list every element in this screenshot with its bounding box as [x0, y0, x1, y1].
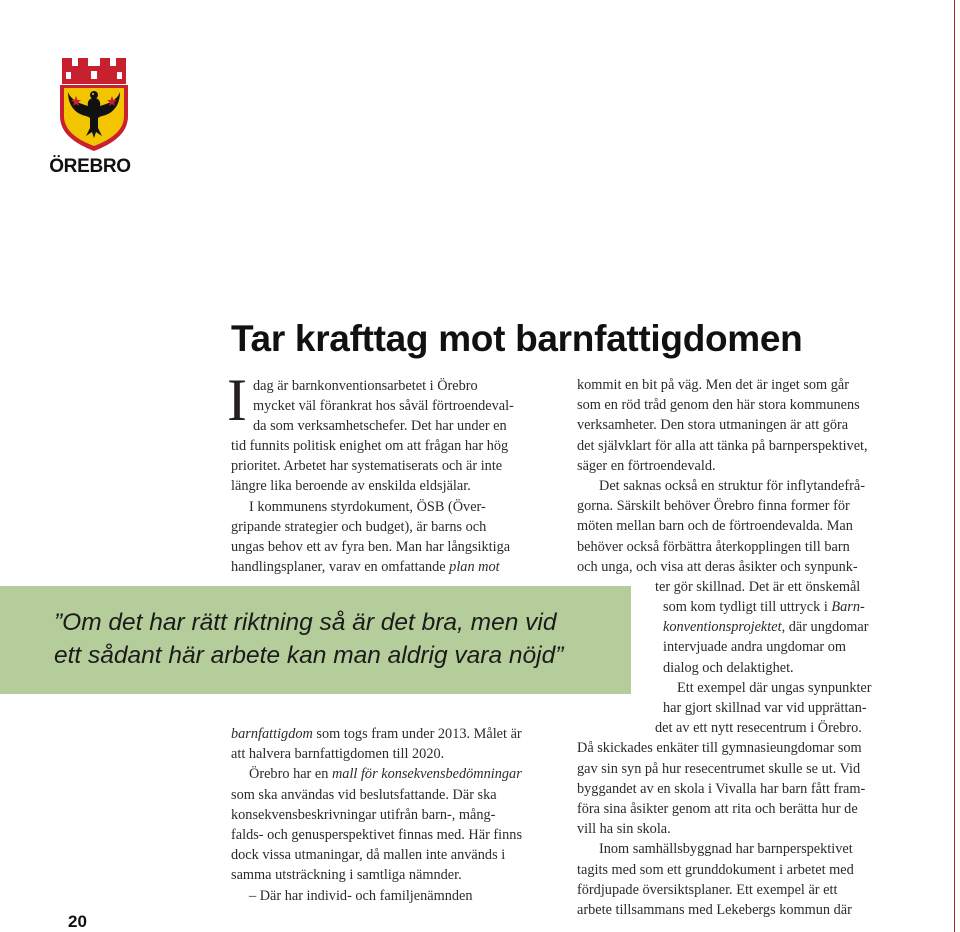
- text-line: [577, 637, 872, 657]
- text-line: [577, 415, 872, 435]
- text-line: [231, 825, 522, 845]
- text-line: [577, 759, 872, 779]
- orebro-coat-of-arms-logo: [56, 58, 132, 152]
- text-run: tagits med som ett grunddokument i arbetet med: [577, 861, 854, 878]
- text-run: som ska användas vid beslutsfattande. Där ska: [231, 786, 497, 803]
- text-line: [577, 375, 872, 395]
- text-line: [577, 698, 872, 718]
- text-run: behöver också förbättra återkopplingen till barn: [577, 538, 850, 555]
- text-line: [231, 865, 522, 885]
- text-run: Det saknas också en struktur för inflytandefrå-: [599, 477, 865, 494]
- text-run: möten mellan barn och de förtroendevalda. Man: [577, 518, 853, 535]
- text-line: [577, 738, 872, 758]
- pull-quote: [54, 606, 624, 672]
- text-line: [231, 744, 522, 764]
- text-line: [231, 537, 510, 557]
- text-line: [577, 496, 872, 516]
- text-line: [577, 456, 872, 476]
- text-line: [231, 886, 522, 906]
- column-1-body: [231, 436, 510, 577]
- text-run: dock vissa utmaningar, då mallen inte används i: [231, 847, 506, 864]
- text-run: ter gör skillnad. Det är ett önskemål: [655, 578, 861, 595]
- text-line: [231, 805, 522, 825]
- text-run: byggandet av en skola i Vivalla har barn fått fram-: [577, 780, 866, 797]
- text-run: dialog och delaktighet.: [663, 659, 794, 676]
- text-run: det självklart för alla att tänka på barnperspektivet,: [577, 437, 868, 454]
- text-run: intervjuade andra ungdomar om: [663, 639, 847, 656]
- text-line: [577, 779, 872, 799]
- text-run: gav sin syn på hur resecentrumet skulle se ut. Vid: [577, 760, 861, 777]
- text-line: [231, 517, 510, 537]
- text-line: [231, 724, 522, 744]
- text-line: [577, 799, 872, 819]
- text-line: [577, 436, 872, 456]
- text-run: samma utsträckning i samtliga nämnder.: [231, 867, 462, 884]
- text-line: [577, 537, 872, 557]
- text-line: [577, 900, 872, 920]
- text-run: att halvera barnfattigdomen till 2020.: [231, 746, 445, 763]
- text-run: gorna. Särskilt behöver Örebro finna former för: [577, 498, 850, 515]
- page-number: 20: [68, 912, 87, 931]
- italic-run: konventionsprojektet: [663, 619, 782, 636]
- text-line: [577, 516, 872, 536]
- text-line: [231, 456, 510, 476]
- text-run: längre lika beroende av enskilda eldsjälar.: [231, 478, 471, 495]
- text-run: Inom samhällsbyggnad har barnperspektivet: [599, 841, 853, 858]
- text-run: Ett exempel där ungas synpunkter: [677, 679, 872, 696]
- text-line: [577, 658, 872, 678]
- pull-quote-line: ”Om det har rätt riktning så är det bra, men vid: [54, 609, 557, 636]
- text-run: fördjupade översiktsplaner. Ett exempel är ett: [577, 881, 838, 898]
- text-run: föra sina åsikter genom att rita och berätta hur de: [577, 800, 858, 817]
- text-run: har gjort skillnad var vid upprättan-: [663, 700, 867, 716]
- text-run: ungas behov ett av fyra ben. Man har långsiktiga: [231, 538, 511, 555]
- text-line: mycket väl förankrat hos såväl förtroendeval-: [253, 398, 514, 415]
- text-run: prioritet. Arbetet har systematiserats och är inte: [231, 458, 503, 475]
- text-line: [577, 718, 872, 738]
- text-line: [577, 395, 872, 415]
- text-run: verksamheter. Den stora utmaningen är att göra: [577, 417, 849, 434]
- text-run: och unga, och visa att deras åsikter och synpunk-: [577, 558, 858, 575]
- text-line: [577, 860, 872, 880]
- italic-run: mall för konsekvensbedömningar: [331, 766, 522, 783]
- article-headline: Tar krafttag mot barnfattigdomen: [231, 318, 803, 359]
- text-run: handlingsplaner, varav en omfattande: [231, 559, 450, 576]
- text-run: – Där har individ- och familjenämnden: [249, 887, 473, 904]
- text-run: som togs fram under 2013. Målet är: [312, 726, 522, 742]
- text-run: som en röd tråd genom den här stora kommunens: [577, 397, 860, 414]
- drop-cap: I: [227, 367, 247, 433]
- italic-run: barnfattigdom: [231, 726, 313, 742]
- text-line: [577, 577, 872, 597]
- text-run: konsekvensbeskrivningar utifrån barn-, mång-: [231, 806, 496, 823]
- text-line: [231, 436, 510, 456]
- logo-wordmark: ÖREBRO: [49, 156, 131, 177]
- text-run: det av ett nytt resecentrum i Örebro.: [655, 720, 862, 737]
- text-line: [577, 880, 872, 900]
- text-line: da som verksamhetschefer. Det har under en: [253, 418, 507, 435]
- text-run: som kom tydligt till uttryck i: [663, 599, 832, 616]
- text-line: [231, 476, 510, 496]
- pull-quote-line: ett sådant här arbete kan man aldrig vara nöjd”: [54, 642, 564, 669]
- italic-run: Barn-: [831, 599, 865, 616]
- text-line: [231, 845, 522, 865]
- column-1-intro: [253, 376, 514, 437]
- column-1-continued: [231, 724, 522, 906]
- text-line: [231, 497, 510, 517]
- text-run: gripande strategier och budget), är barns och: [231, 518, 487, 535]
- text-line: [577, 597, 872, 617]
- italic-run: plan mot: [449, 559, 500, 576]
- column-2-body: [577, 375, 872, 920]
- text-line: [577, 617, 872, 637]
- text-run: vill ha sin skola.: [577, 821, 671, 838]
- text-run: I kommunens styrdokument, ÖSB (Över-: [249, 498, 486, 515]
- page-edge-line: [954, 0, 955, 932]
- text-line: [577, 557, 872, 577]
- text-line: dag är barnkonventionsarbetet i Örebro: [253, 378, 478, 394]
- text-run: säger en förtroendevald.: [577, 457, 716, 474]
- text-run: Då skickades enkäter till gymnasieungdomar som: [577, 740, 862, 757]
- text-run: Örebro har en: [249, 766, 332, 783]
- text-line: [577, 819, 872, 839]
- text-run: falds- och genusperspektivet finnas med. Här finns: [231, 826, 523, 843]
- text-run: arbete tillsammans med Lekebergs kommun där: [577, 901, 852, 918]
- text-line: [231, 785, 522, 805]
- text-line: [577, 839, 872, 859]
- text-run: kommit en bit på väg. Men det är inget som går: [577, 377, 849, 393]
- text-line: [231, 557, 510, 577]
- text-run: tid funnits politisk enighet om att frågan har hög: [231, 438, 509, 454]
- text-line: [231, 764, 522, 784]
- text-line: [577, 476, 872, 496]
- text-line: [577, 678, 872, 698]
- text-run: , där ungdomar: [781, 619, 869, 636]
